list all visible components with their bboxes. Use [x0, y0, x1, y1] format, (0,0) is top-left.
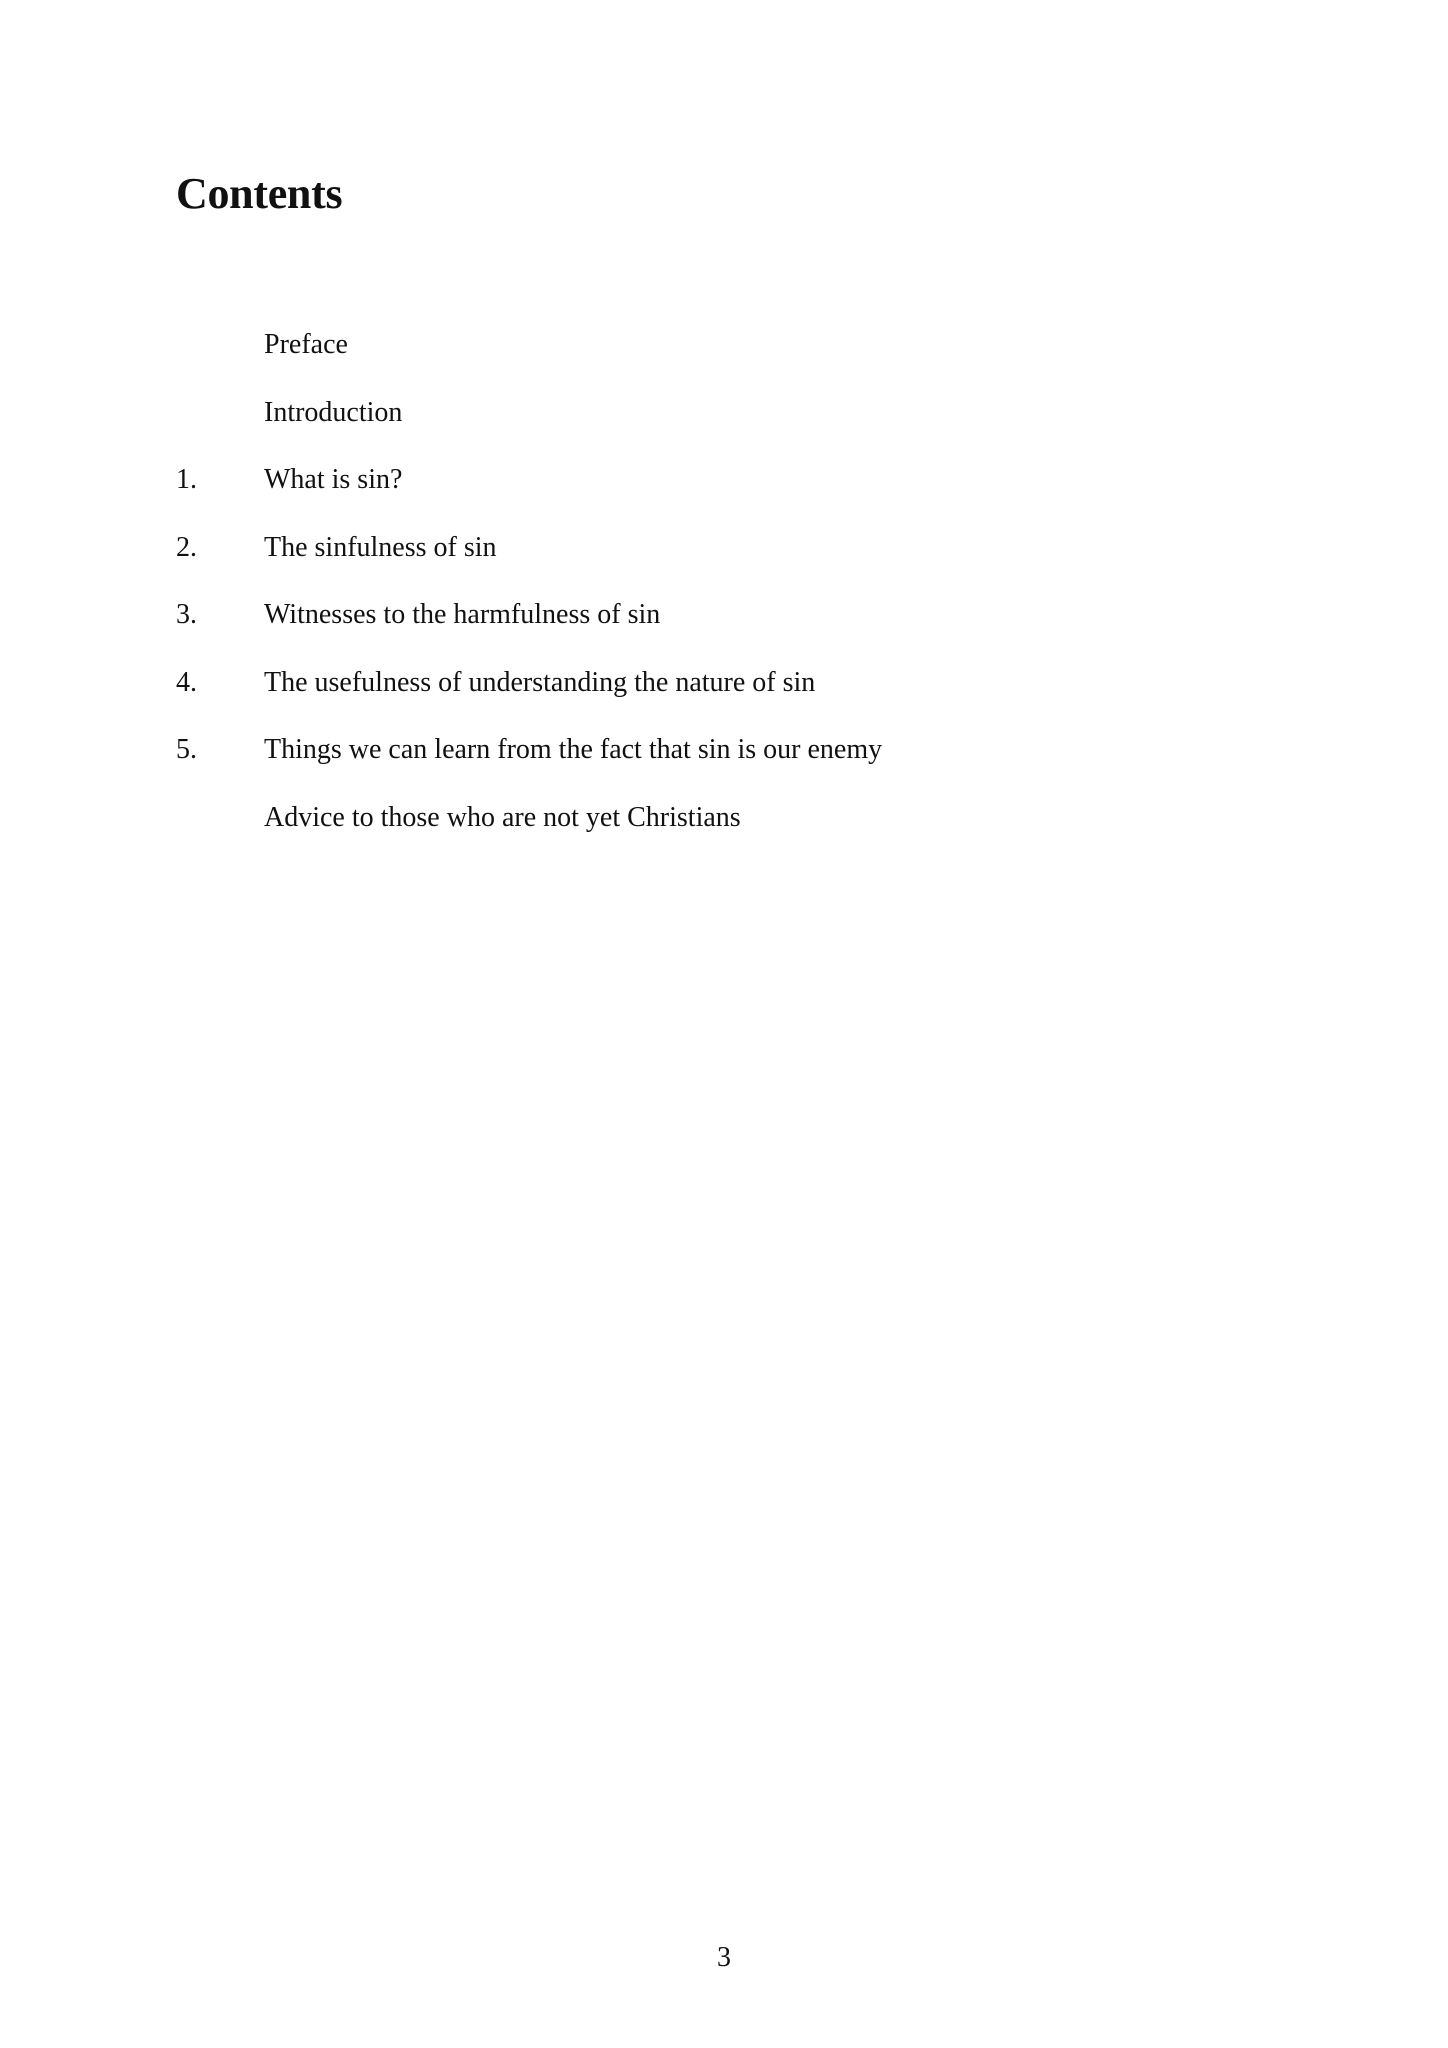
toc-entry-number: 4.: [176, 666, 197, 698]
toc-entry-chapter-1: [176, 460, 1276, 528]
toc-entry-chapter-5: [176, 730, 1276, 798]
toc-entry-title: What is sin?: [264, 464, 403, 495]
toc-entry-title: The sinfulness of sin: [264, 531, 497, 563]
toc-entry-chapter-3: [176, 595, 1276, 663]
toc-entry-preface: [176, 325, 1276, 393]
page-number: 3: [717, 1942, 731, 1973]
toc-entry-title: Things we can learn from the fact that sin is our enemy: [264, 734, 883, 765]
toc-entry-advice: [176, 798, 1276, 866]
page-title: Contents: [176, 169, 343, 218]
toc-entry-number: 1.: [176, 464, 197, 495]
toc-entry-title: Witnesses to the harmfulness of sin: [264, 599, 661, 630]
toc-entry-title: Advice to those who are not yet Christians: [264, 801, 741, 833]
table-of-contents: [176, 325, 1276, 865]
toc-entry-chapter-4: [176, 663, 1276, 731]
toc-entry-number: 5.: [176, 734, 197, 765]
toc-entry-number: 3.: [176, 599, 197, 630]
toc-entry-title: Introduction: [264, 396, 403, 428]
toc-entry-title: Preface: [264, 329, 348, 360]
toc-entry-introduction: [176, 393, 1276, 461]
toc-entry-chapter-2: [176, 528, 1276, 596]
toc-entry-title: The usefulness of understanding the nature of sin: [264, 666, 816, 698]
toc-entry-number: 2.: [176, 531, 197, 563]
